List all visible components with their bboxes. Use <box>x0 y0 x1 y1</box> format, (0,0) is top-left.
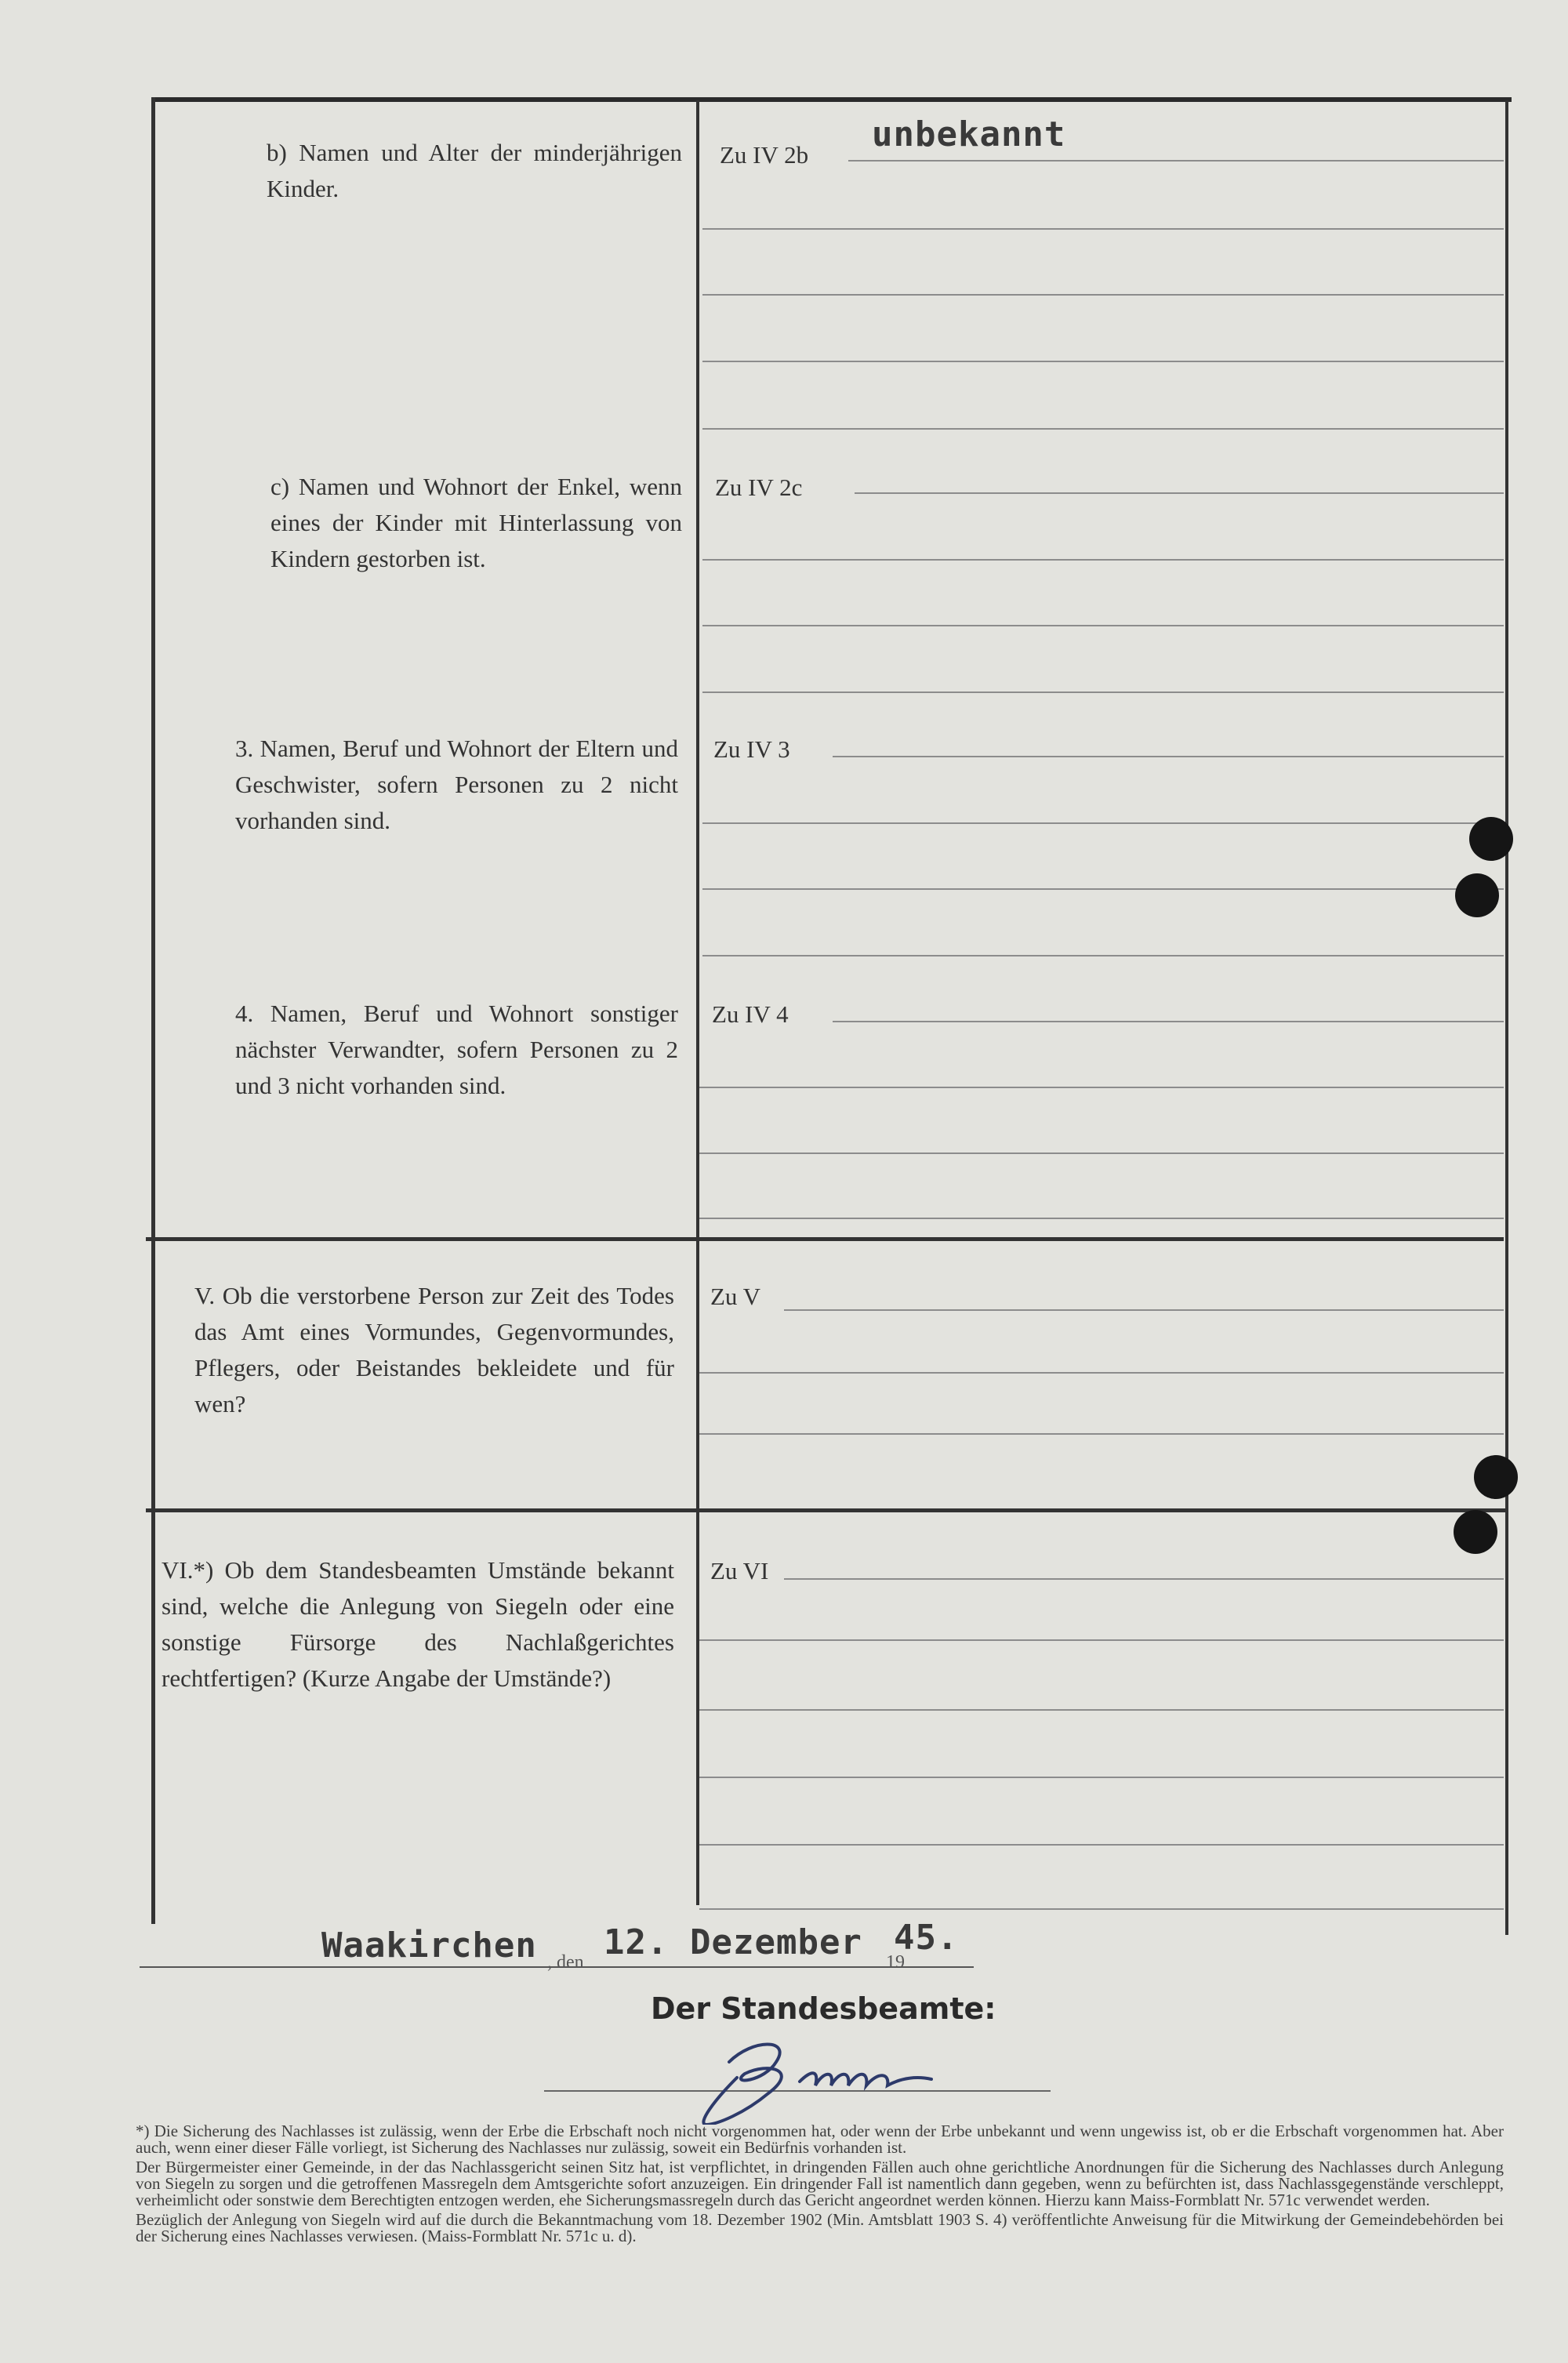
answer-line <box>855 492 1504 494</box>
answer-line <box>699 1639 1504 1641</box>
form-column-divider <box>696 100 699 1905</box>
question-4: 4. Namen, Beruf und Wohnort sonstiger nächster Verwandter, sofern Personen zu 2 und 3 nicht vorhanden sind. <box>235 1000 678 1099</box>
zu-label-b: Zu IV 2b <box>720 141 809 169</box>
answer-line <box>784 1309 1504 1311</box>
zu-label-4: Zu IV 4 <box>712 1000 789 1028</box>
question-v: V. Ob die verstorbene Person zur Zeit des Todes das Amt eines Vormundes, Gegenvormundes, Pflegers, oder Beistandes bekleidete und für wen? <box>194 1282 674 1417</box>
answer-line <box>833 756 1504 757</box>
answer-line <box>699 1433 1504 1435</box>
zu-label-v: Zu V <box>710 1283 761 1310</box>
zu-label-c: Zu IV 2c <box>715 474 803 501</box>
footnote-1: *) Die Sicherung des Nachlasses ist zulässig, wenn der Erbe die Erbschaft noch nicht vorgenommen hat, oder wenn der Erbe unbekannt und wenn ungewiss ist, ob er die Erbschaft vorgenommen hat. Aber auch, wenn einer dieser Fälle vorliegt, ist Sicherung des Nachlasses nur zulässig, soweit ein Bedürfnis vorhanden ist. <box>136 2122 1504 2157</box>
footnote-2: Der Bürgermeister einer Gemeinde, in der das Nachlassgericht seinen Sitz hat, ist verpflichtet, in dringenden Fällen auch ohne gerichtliche Anordnungen für die Sicherung des Nachlasses durch Anlegung von Siegeln zu sorgen und die getroffenen Massregeln dem Amtsgerichte sofort anzuzeigen. Ein dringender Fall ist namentlich dann gegeben, wenn zu befürchten ist, dass Nachlassgegenstände verschleppt, verheimlicht oder sonstwie dem Berechtigten entzogen werden, ehe Sicherungsmassregeln durch das Gericht angeordnet werden können. Hierzu kann Maiss-Formblatt Nr. 571c verwendet werden. <box>136 2158 1504 2209</box>
answer-b-typed: unbekannt <box>872 114 1066 154</box>
footnote-3: Bezüglich der Anlegung von Siegeln wird auf die durch die Bekanntmachung vom 18. Dezember 1902 (Min. Amtsblatt 1903 S. 4) veröffentlichte Anweisung für die Mitwirkung der Gemeindebehörden bei der Sicherung eines Nachlasses verwiesen. (Maiss-Formblatt Nr. 571c u. d). <box>136 2210 1504 2245</box>
footnotes <box>136 2123 1504 2248</box>
answer-line <box>702 559 1504 561</box>
signature <box>682 2007 964 2125</box>
separator-v <box>146 1237 1504 1241</box>
answer-line <box>702 625 1504 626</box>
answer-line <box>699 1087 1504 1088</box>
form-right-border <box>1505 100 1508 1935</box>
answer-line <box>699 1372 1504 1374</box>
question-3: 3. Namen, Beruf und Wohnort der Eltern und Geschwister, sofern Personen zu 2 nicht vorhanden sind. <box>235 735 678 834</box>
answer-line <box>702 294 1504 296</box>
answer-line <box>848 160 1504 162</box>
form-top-border <box>151 97 1512 102</box>
punch-hole <box>1454 1510 1497 1554</box>
answer-line <box>699 1908 1504 1910</box>
answer-line <box>699 1218 1504 1219</box>
zu-label-vi: Zu VI <box>710 1557 769 1584</box>
place-typed: Waakirchen <box>321 1926 537 1966</box>
separator-vi <box>146 1508 1508 1512</box>
question-vi: VI.*) Ob dem Standesbeamten Umstände bekannt sind, welche die Anlegung von Siegeln oder eine sonstige Fürsorge des Nachlaßgerichtes rechtfertigen? (Kurze Angabe der Umstände?) <box>162 1556 674 1692</box>
answer-line <box>699 1152 1504 1154</box>
punch-hole <box>1474 1455 1518 1499</box>
answer-line <box>702 955 1504 956</box>
form-left-border <box>151 97 155 1924</box>
century-label: 19 <box>886 1952 905 1973</box>
answer-line <box>702 822 1504 824</box>
punch-hole <box>1469 817 1513 861</box>
day-typed: 12. <box>604 1922 669 1962</box>
question-b: b) Namen und Alter der minderjährigen Kinder. <box>267 139 682 202</box>
den-label: , den <box>547 1952 584 1973</box>
answer-line <box>702 228 1504 230</box>
answer-line <box>699 1709 1504 1711</box>
punch-hole <box>1455 873 1499 917</box>
official-title-stamp: Der Standesbeamte: <box>651 1991 996 2026</box>
year-typed: 45. <box>894 1918 959 1958</box>
answer-line <box>702 428 1504 430</box>
question-c: c) Namen und Wohnort der Enkel, wenn eines der Kinder mit Hinterlassung von Kindern gestorben ist. <box>270 473 682 572</box>
month-typed: Dezember <box>690 1922 862 1962</box>
answer-line <box>833 1021 1504 1022</box>
zu-label-3: Zu IV 3 <box>713 735 790 763</box>
answer-line <box>784 1578 1504 1580</box>
answer-line <box>702 888 1504 890</box>
answer-line <box>702 691 1504 693</box>
answer-line <box>699 1844 1504 1846</box>
answer-line <box>699 1777 1504 1778</box>
answer-line <box>702 361 1504 362</box>
